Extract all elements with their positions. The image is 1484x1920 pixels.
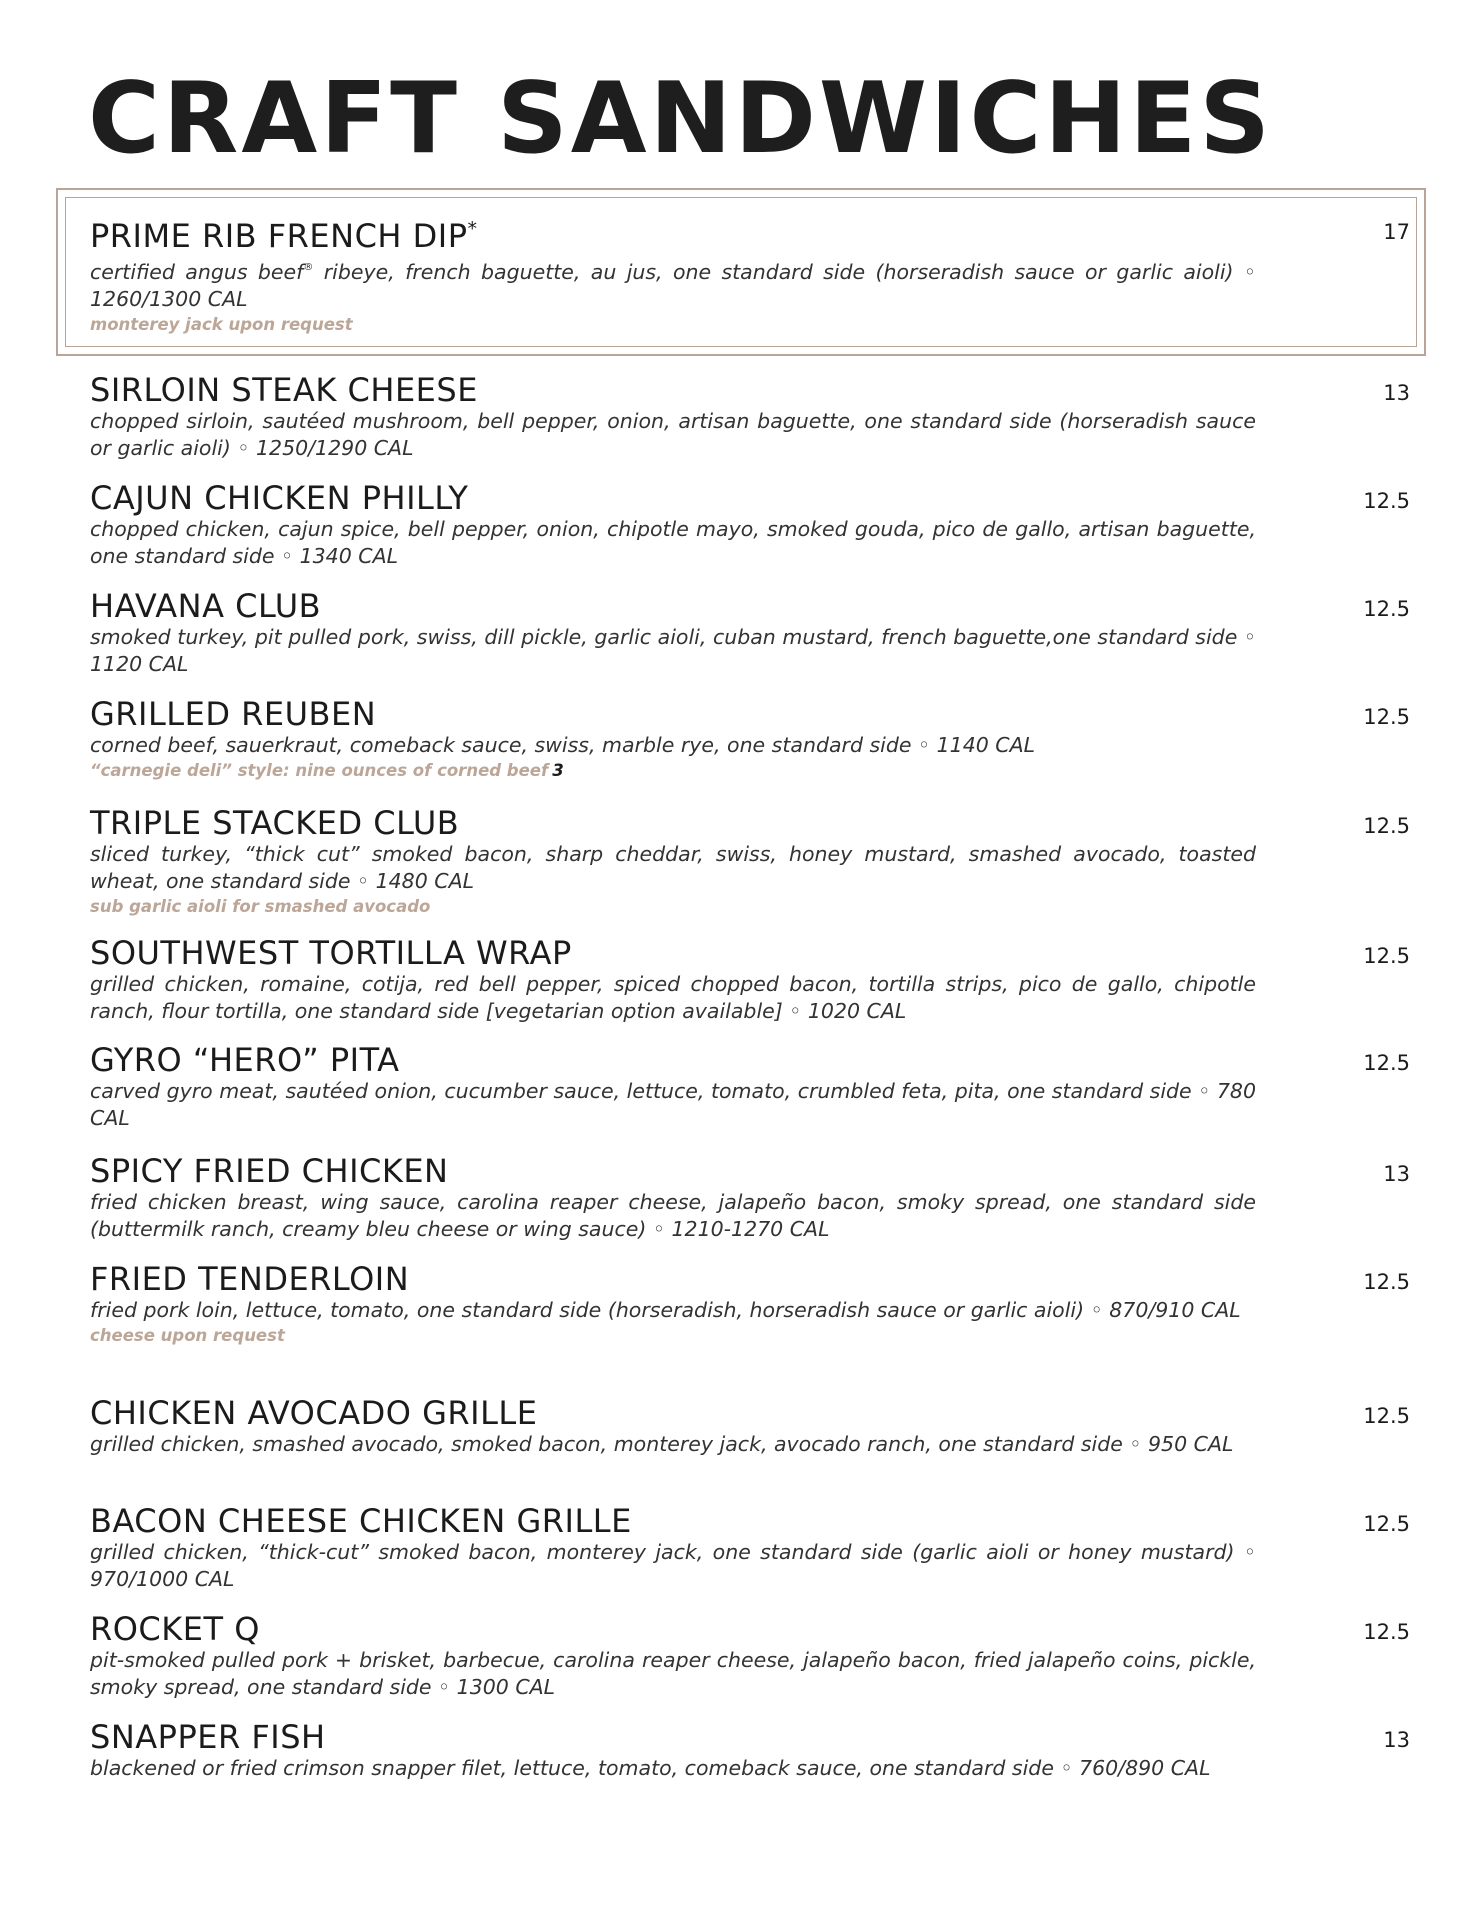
item-name: TRIPLE STACKED CLUB (90, 804, 460, 842)
menu-item-fried-tenderloin (90, 1262, 1410, 1348)
menu-item-southwest-tortilla-wrap (90, 936, 1410, 1025)
item-name: SNAPPER FISH (90, 1718, 326, 1756)
item-description: fried pork loin, lettuce, tomato, one standard side (horseradish, horseradish sauce or garlic aioli) ◦ 870/910 CAL (90, 1298, 1241, 1322)
item-description: chopped sirloin, sautéed mushroom, bell pepper, onion, artisan baguette, one standard side (horseradish sauce or garlic aioli) ◦ 1250/1290 CAL (90, 409, 1256, 460)
item-price: 13 (1383, 1728, 1410, 1752)
menu-item-sirloin-steak-cheese (90, 373, 1410, 462)
menu-item-prime-rib-french-dip (90, 212, 1410, 337)
item-price: 12.5 (1363, 1270, 1410, 1294)
item-price: 12.5 (1363, 1512, 1410, 1536)
menu-item-gyro-hero-pita (90, 1043, 1410, 1132)
item-name: BACON CHEESE CHICKEN GRILLE (90, 1502, 632, 1540)
item-note: sub garlic aioli for smashed avocado (90, 897, 431, 916)
item-note: monterey jack upon request (90, 315, 353, 334)
menu-item-bacon-cheese-chicken-grille (90, 1504, 1410, 1593)
menu-item-rocket-q (90, 1612, 1410, 1701)
item-name: GYRO “HERO” PITA (90, 1041, 400, 1079)
item-note: “carnegie deli” style: nine ounces of corned beef 3 (90, 761, 564, 780)
item-description: chopped chicken, cajun spice, bell pepper, onion, chipotle mayo, smoked gouda, pico de gallo, artisan baguette, one standard side ◦ 1340 CAL (90, 517, 1256, 568)
menu-item-triple-stacked-club (90, 806, 1410, 919)
menu-item-cajun-chicken-philly (90, 481, 1410, 570)
item-price: 12.5 (1363, 944, 1410, 968)
item-price: 13 (1383, 1162, 1410, 1186)
item-name: FRIED TENDERLOIN (90, 1260, 410, 1298)
item-name: SIRLOIN STEAK CHEESE (90, 371, 478, 409)
page-title: CRAFT SANDWICHES (88, 62, 1273, 176)
item-description: certified angus beef® ribeye, french baguette, au jus, one standard side (horseradish sauce or garlic aioli) ◦ 1260/1300 CAL (90, 260, 1257, 311)
item-name: SPICY FRIED CHICKEN (90, 1152, 449, 1190)
item-description: fried chicken breast, wing sauce, carolina reaper cheese, jalapeño bacon, smoky spread, one standard side (buttermilk ranch, creamy bleu cheese or wing sauce) ◦ 1210-1270 CAL (90, 1190, 1256, 1241)
item-description: blackened or fried crimson snapper filet, lettuce, tomato, comeback sauce, one standard side ◦ 760/890 CAL (90, 1756, 1211, 1780)
upcharge-price: 3 (552, 761, 564, 780)
item-name: CHICKEN AVOCADO GRILLE (90, 1394, 538, 1432)
item-price: 17 (1383, 220, 1410, 244)
item-name: PRIME RIB FRENCH DIP* (90, 217, 478, 255)
item-name: SOUTHWEST TORTILLA WRAP (90, 934, 572, 972)
item-description: smoked turkey, pit pulled pork, swiss, dill pickle, garlic aioli, cuban mustard, french baguette,one standard side ◦ 1120 CAL (90, 625, 1256, 676)
item-name: HAVANA CLUB (90, 587, 322, 625)
item-description: corned beef, sauerkraut, comeback sauce, swiss, marble rye, one standard side ◦ 1140 CAL (90, 733, 1036, 757)
item-price: 13 (1383, 381, 1410, 405)
menu-item-havana-club (90, 589, 1410, 678)
item-description: sliced turkey, “thick cut” smoked bacon, sharp cheddar, swiss, honey mustard, smashed avocado, toasted wheat, one standard side ◦ 1480 CAL (90, 842, 1256, 893)
item-price: 12.5 (1363, 489, 1410, 513)
item-description: grilled chicken, “thick-cut” smoked bacon, monterey jack, one standard side (garlic aioli or honey mustard) ◦ 970/1000 CAL (90, 1540, 1256, 1591)
item-description: pit-smoked pulled pork + brisket, barbecue, carolina reaper cheese, jalapeño bacon, fried jalapeño coins, pickle, smoky spread, one standard side ◦ 1300 CAL (90, 1648, 1256, 1699)
menu-item-grilled-reuben (90, 697, 1410, 783)
menu-item-spicy-fried-chicken (90, 1154, 1410, 1243)
item-description: grilled chicken, smashed avocado, smoked bacon, monterey jack, avocado ranch, one standard side ◦ 950 CAL (90, 1432, 1234, 1456)
menu-item-snapper-fish (90, 1720, 1410, 1782)
item-price: 12.5 (1363, 705, 1410, 729)
item-price: 12.5 (1363, 1051, 1410, 1075)
item-note: cheese upon request (90, 1326, 285, 1345)
item-price: 12.5 (1363, 1404, 1410, 1428)
item-price: 12.5 (1363, 814, 1410, 838)
item-price: 12.5 (1363, 597, 1410, 621)
item-price: 12.5 (1363, 1620, 1410, 1644)
item-name: CAJUN CHICKEN PHILLY (90, 479, 469, 517)
item-name: ROCKET Q (90, 1610, 260, 1648)
item-name: GRILLED REUBEN (90, 695, 377, 733)
item-description: carved gyro meat, sautéed onion, cucumber sauce, lettuce, tomato, crumbled feta, pita, one standard side ◦ 780 CAL (90, 1079, 1256, 1130)
item-description: grilled chicken, romaine, cotija, red bell pepper, spiced chopped bacon, tortilla strips, pico de gallo, chipotle ranch, flour tortilla, one standard side [vegetarian option available] ◦ 1020 CAL (90, 972, 1256, 1023)
menu-item-chicken-avocado-grille (90, 1396, 1410, 1458)
